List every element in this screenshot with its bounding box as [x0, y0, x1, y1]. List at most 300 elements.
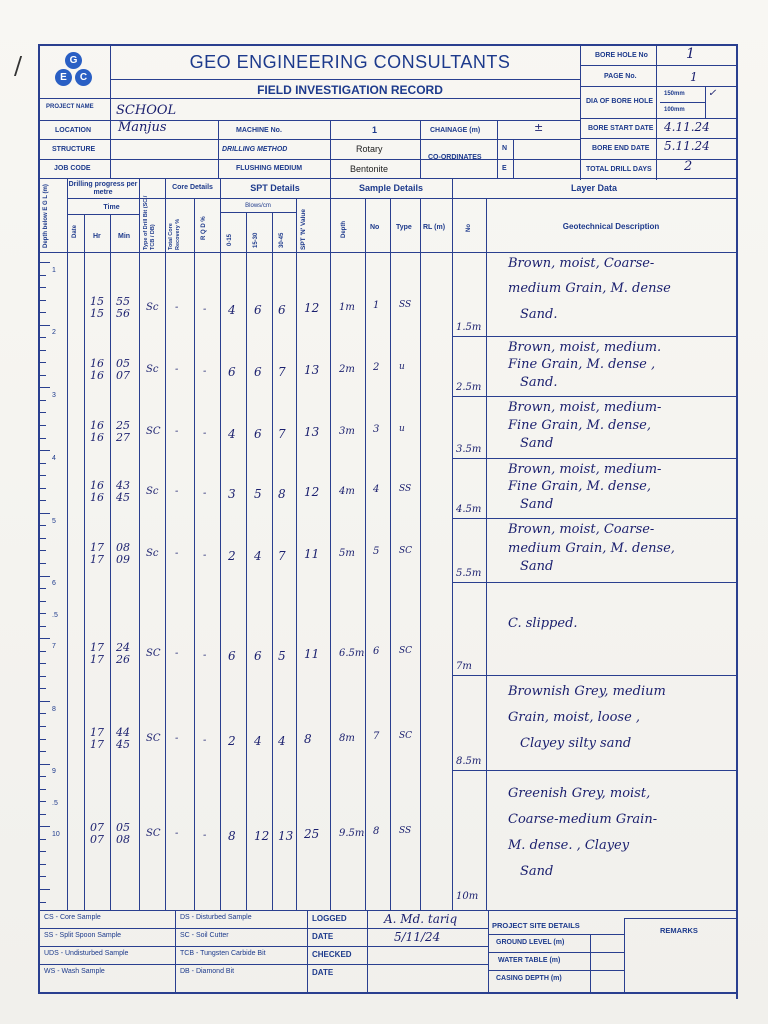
row-sample-no: 4 [373, 484, 380, 495]
end-label: BORE END DATE [592, 145, 650, 152]
layer-desc-line: medium Grain, M. dense [508, 281, 671, 297]
row-tcr: - [175, 828, 179, 839]
row-n: 12 [304, 301, 320, 315]
row-sample-no: 8 [373, 826, 380, 837]
row-sample-depth: 1m [339, 302, 355, 313]
footer-v2 [307, 910, 308, 992]
footer-v5 [590, 934, 591, 992]
ruler-label: 5 [52, 517, 56, 525]
legend-uds: UDS - Undisturbed Sample [44, 950, 129, 957]
col-sample: Sample Details [358, 183, 424, 193]
row-bit: Sc [146, 302, 159, 313]
layer-divider [452, 396, 736, 397]
lh-v6 [513, 139, 514, 178]
date2-label: DATE [312, 968, 334, 977]
grid-vline [67, 178, 68, 910]
lh-line4 [38, 178, 736, 179]
start-label: BORE START DATE [588, 125, 654, 132]
row-blow1: 2 [228, 549, 236, 563]
dia-label: DIA OF BORE HOLE [586, 98, 654, 105]
ground-level: GROUND LEVEL (m) [496, 939, 565, 946]
grid-vline [165, 178, 166, 910]
row-blow3: 13 [278, 829, 294, 843]
col-date: Date [72, 224, 78, 238]
record-title: FIELD INVESTIGATION RECORD [257, 83, 443, 97]
layer-desc-line: Sand. [520, 306, 558, 322]
coords-label: CO-ORDINATES [428, 154, 482, 161]
layer-divider [452, 770, 736, 771]
col-bit: Type of Drill Bit (SC / TCB / DB) [143, 195, 156, 250]
grid-vline [452, 178, 453, 910]
col-stype: Type [396, 224, 412, 231]
dia-100: 100mm [664, 107, 685, 113]
row-tcr: - [175, 733, 179, 744]
row-sample-type: SC [399, 731, 413, 741]
row-n: 11 [304, 547, 320, 561]
footer-l3 [38, 964, 488, 965]
page-value: 1 [690, 70, 698, 84]
row-bit: SC [146, 426, 161, 437]
row-blow3: 7 [278, 365, 286, 379]
layer-depth: 8.5m [456, 756, 482, 767]
row-blow1: 8 [228, 829, 236, 843]
row-rqd: - [203, 550, 207, 561]
ruler-tick [40, 463, 46, 464]
row-rqd: - [203, 650, 207, 661]
footer-top [38, 910, 736, 911]
col-n: SPT 'N' Value [300, 208, 307, 250]
coord-e: E [502, 165, 507, 172]
ruler-tick [40, 362, 46, 363]
layer-desc-line: Grain, moist, loose , [508, 709, 641, 725]
row-blow2: 6 [254, 365, 262, 379]
layer-divider [452, 675, 736, 676]
lh-v5 [497, 120, 498, 178]
location-value: Manjus [118, 120, 167, 135]
row-blow2: 4 [254, 734, 262, 748]
row-blow2: 12 [254, 829, 270, 843]
row-sample-depth: 4m [339, 486, 355, 497]
machine-value: 1 [372, 125, 378, 135]
col-sno: No [370, 224, 380, 231]
row-sample-type: SC [399, 646, 413, 656]
colhdr-blows-line [220, 212, 296, 213]
ruler-tick [40, 902, 46, 903]
ruler-tick [40, 876, 46, 877]
layer-desc-line: Sand [520, 863, 554, 879]
footer-r1 [488, 934, 624, 935]
company-logo [50, 52, 98, 92]
footer-v1 [175, 910, 176, 992]
row-hour: 07 07 [90, 821, 104, 846]
col-min: Min [118, 233, 131, 240]
row-tcr: - [175, 486, 179, 497]
row-n: 13 [304, 425, 320, 439]
rh-line5 [580, 159, 736, 160]
legend-ds: DS - Disturbed Sample [180, 914, 252, 921]
flushing-label: FLUSHING MEDIUM [236, 165, 303, 172]
logo-circle-c: C [75, 69, 92, 86]
machine-label: MACHINE No. [236, 127, 282, 134]
rh-line2 [580, 86, 736, 87]
row-tcr: - [175, 302, 179, 313]
company-name: GEO ENGINEERING CONSULTANTS [189, 52, 511, 72]
grid-vline [390, 198, 391, 910]
row-minute: 08 09 [116, 541, 130, 566]
row-rqd: - [203, 304, 207, 315]
layer-desc-line: Sand. [520, 374, 558, 390]
method-label: DRILLING METHOD [222, 146, 288, 153]
ruler-tick [40, 651, 46, 652]
ruler-tick [40, 701, 50, 702]
row-sample-depth: 5m [339, 548, 355, 559]
border-top [38, 44, 737, 46]
layer-divider [452, 458, 736, 459]
lh-v3 [330, 120, 331, 178]
footer-r4 [624, 918, 736, 919]
row-sample-type: SS [399, 484, 412, 494]
lh-line2 [38, 139, 580, 140]
ruler-tick [40, 262, 50, 263]
row-hour: 17 17 [90, 541, 104, 566]
grid-vline [272, 212, 273, 910]
ruler-tick [40, 400, 46, 401]
title-divider [110, 79, 580, 80]
layer-depth: 3.5m [456, 444, 482, 455]
project-value: SCHOOL [116, 103, 177, 118]
row-n: 8 [304, 732, 312, 746]
grid-vline [365, 198, 366, 910]
ruler-tick [40, 751, 46, 752]
flushing-value: Bentonite [350, 164, 389, 174]
lh-v2 [218, 120, 219, 178]
row-hour: 16 16 [90, 419, 104, 444]
end-value: 5.11.24 [664, 139, 710, 153]
legend-db: DB - Diamond Bit [180, 968, 235, 975]
ruler-label: .5 [52, 799, 58, 807]
ruler-tick [40, 576, 50, 577]
legend-tcb: TCB - Tungsten Carbide Bit [180, 950, 266, 957]
borehole-value: 1 [686, 46, 695, 62]
row-sample-depth: 8m [339, 733, 355, 744]
layer-divider [452, 582, 736, 583]
layer-depth: 5.5m [456, 568, 482, 579]
row-minute: 44 45 [116, 726, 130, 751]
row-sample-type: u [399, 362, 405, 372]
row-hour: 16 16 [90, 357, 104, 382]
row-sample-no: 2 [373, 362, 380, 373]
ruler-tick [40, 864, 46, 865]
colhdr-line1 [67, 198, 736, 199]
ruler-label: 7 [52, 642, 56, 650]
layer-desc-line: Brown, moist, Coarse- [508, 256, 655, 271]
row-rqd: - [203, 428, 207, 439]
ruler-tick [40, 739, 46, 740]
dia-mid-line [660, 102, 705, 103]
row-sample-no: 3 [373, 424, 380, 435]
row-minute: 05 08 [116, 821, 130, 846]
row-sample-no: 5 [373, 546, 380, 557]
row-blow3: 8 [278, 487, 286, 501]
grid-vline [330, 178, 331, 910]
ruler-tick [40, 826, 50, 827]
grid-vline [110, 214, 111, 910]
ruler-label: .5 [52, 611, 58, 619]
row-blow2: 5 [254, 487, 262, 501]
ruler-tick [40, 676, 46, 677]
ruler-tick [40, 626, 46, 627]
layer-desc-line: Sand [520, 559, 554, 575]
ruler-tick [40, 350, 46, 351]
layer-desc-line: Sand [520, 436, 554, 451]
col-progress: Drilling progress per metre [68, 181, 138, 196]
col-lno: No [466, 224, 472, 232]
structure-label: STRUCTURE [52, 146, 96, 153]
logo-divider [110, 44, 111, 98]
row-blow2: 6 [254, 649, 262, 663]
layer-desc-line: Fine Grain, M. dense, [508, 418, 651, 433]
dia-tick-divider [705, 86, 706, 118]
grid-vline [246, 212, 247, 910]
layer-desc-line: Greenish Grey, moist, [508, 785, 651, 801]
row-blow3: 5 [278, 649, 286, 663]
row-minute: 55 56 [116, 295, 130, 320]
row-rqd: - [203, 830, 207, 841]
rh-line4 [580, 138, 736, 139]
ruler-tick [40, 300, 46, 301]
row-sample-type: SS [399, 826, 412, 836]
checked-label: CHECKED [312, 950, 352, 959]
col-rqd: R Q D % [201, 216, 207, 240]
project-label: PROJECT NAME [46, 104, 94, 110]
row-n: 11 [304, 647, 320, 661]
row-sample-depth: 6.5m [339, 648, 365, 659]
site-details: PROJECT SITE DETAILS [492, 921, 580, 930]
row-blow1: 6 [228, 365, 236, 379]
ruler-tick [40, 500, 46, 501]
ruler-tick [40, 789, 46, 790]
rh-line3 [580, 118, 736, 119]
coord-n: N [502, 145, 508, 152]
ruler-tick [40, 889, 50, 890]
row-hour: 17 17 [90, 726, 104, 751]
row-minute: 05 07 [116, 357, 130, 382]
margin-mark: / [14, 52, 23, 80]
ruler-tick [40, 588, 46, 589]
row-hour: 16 16 [90, 479, 104, 504]
ruler-label: 6 [52, 580, 56, 588]
row-n: 13 [304, 363, 320, 377]
layer-divider [452, 336, 736, 337]
footer-v6 [624, 918, 625, 992]
ruler-tick [40, 525, 46, 526]
grid-vline [296, 198, 297, 910]
row-bit: Sc [146, 364, 159, 375]
ruler-tick [40, 337, 46, 338]
layer-desc-line: Clayey silty sand [520, 735, 632, 751]
lh-line0 [38, 98, 580, 99]
col-depth: Depth below E G L (m) [43, 184, 49, 248]
layer-desc-line: medium Grain, M. dense, [508, 540, 675, 556]
days-label: TOTAL DRILL DAYS [586, 166, 652, 173]
layer-divider [452, 518, 736, 519]
layer-desc-line: Brownish Grey, medium [508, 683, 666, 699]
row-hour: 15 15 [90, 295, 104, 320]
row-bit: SC [146, 828, 161, 839]
row-rqd: - [203, 488, 207, 499]
layer-desc-line: Brown, moist, medium. [508, 340, 662, 355]
col-spt: SPT Details [250, 183, 300, 193]
ruler-tick [40, 312, 46, 313]
layer-desc-line: M. dense. , Clayey [508, 837, 630, 853]
col-tcr: Total Core Recovery % [168, 218, 181, 250]
col-blows: Blows/cm [245, 203, 271, 209]
row-sample-type: SC [399, 546, 413, 556]
layer-desc-line: Fine Grain, M. dense, [508, 479, 651, 495]
ruler-tick [40, 275, 46, 276]
row-sample-no: 6 [373, 646, 380, 657]
legend-sc: SC - Soil Cutter [180, 932, 229, 939]
layer-depth: 10m [456, 891, 479, 902]
border-right [736, 44, 738, 999]
row-blow1: 4 [228, 303, 236, 317]
footer-l1 [38, 928, 488, 929]
ruler-tick [40, 613, 46, 614]
layer-desc-line: C. slipped. [508, 615, 578, 631]
ruler-tick [40, 851, 46, 852]
ruler-tick [40, 412, 46, 413]
col-b2: 15-30 [253, 232, 259, 248]
ruler-label: 8 [52, 705, 56, 713]
row-blow2: 6 [254, 427, 262, 441]
col-geo: Geotechnical Description [562, 222, 660, 231]
row-n: 25 [304, 827, 320, 841]
row-tcr: - [175, 648, 179, 659]
logged-date: 5/11/24 [394, 930, 441, 944]
grid-vline [194, 198, 195, 910]
ruler-tick [40, 375, 46, 376]
ruler-tick [40, 839, 46, 840]
layer-desc-line: Coarse-medium Grain- [508, 811, 658, 827]
row-sample-depth: 9.5m [339, 828, 365, 839]
ruler-label: 4 [52, 454, 56, 462]
logo-circle-g: G [65, 52, 82, 69]
row-blow1: 2 [228, 734, 236, 748]
row-sample-type: SS [399, 300, 412, 310]
row-hour: 17 17 [90, 641, 104, 666]
method-value: Rotary [356, 144, 383, 154]
footer-r3 [488, 970, 624, 971]
ruler-tick [40, 538, 46, 539]
grid-vline [84, 214, 85, 910]
ruler-tick [40, 801, 46, 802]
col-layer: Layer Data [570, 183, 618, 193]
dia-tick: ✓ [708, 88, 717, 99]
row-blow3: 7 [278, 427, 286, 441]
ruler-tick [40, 387, 50, 388]
ruler-tick [40, 638, 50, 639]
ruler-tick [40, 550, 46, 551]
chainage-label: CHAINAGE (m) [430, 127, 481, 134]
row-tcr: - [175, 426, 179, 437]
date-label: DATE [312, 932, 334, 941]
row-rqd: - [203, 735, 207, 746]
border-bottom [38, 992, 738, 994]
row-minute: 24 26 [116, 641, 130, 666]
ruler-tick [40, 513, 50, 514]
footer-r2 [488, 952, 624, 953]
page-label: PAGE No. [604, 73, 637, 80]
borehole-label: BORE HOLE No [595, 52, 648, 59]
ruler-label: 2 [52, 329, 56, 337]
colhdr-line2 [38, 252, 736, 253]
remarks-label: REMARKS [660, 926, 698, 935]
row-tcr: - [175, 548, 179, 559]
ruler-tick [40, 601, 46, 602]
water-table: WATER TABLE (m) [498, 957, 561, 964]
ruler-tick [40, 688, 46, 689]
rh-line1 [580, 65, 736, 66]
ruler-tick [40, 764, 50, 765]
ruler-tick [40, 726, 46, 727]
legend-ss: SS - Split Spoon Sample [44, 932, 122, 939]
layer-desc-line: Sand [520, 496, 554, 512]
ruler-label: 3 [52, 392, 56, 400]
colhdr-time-line [67, 214, 139, 215]
ruler-label: 10 [52, 831, 60, 838]
lh-line3 [38, 159, 460, 160]
grid-vline [220, 178, 221, 910]
location-label: LOCATION [55, 127, 92, 134]
lh-v4 [420, 120, 421, 178]
ruler-tick [40, 563, 46, 564]
row-bit: SC [146, 733, 161, 744]
footer-v3 [367, 910, 368, 992]
row-tcr: - [175, 364, 179, 375]
col-rl: RL (m) [423, 224, 446, 231]
row-blow2: 4 [254, 549, 262, 563]
row-blow1: 6 [228, 649, 236, 663]
row-sample-type: u [399, 424, 405, 434]
grid-vline [139, 178, 140, 910]
row-rqd: - [203, 366, 207, 377]
col-sdepth: Depth [341, 221, 347, 238]
row-blow3: 4 [278, 734, 286, 748]
col-b1: 0-15 [227, 233, 233, 246]
grid-vline [486, 198, 487, 910]
col-core: Core Details [172, 184, 213, 191]
ruler-tick [40, 488, 46, 489]
row-sample-no: 7 [373, 731, 380, 742]
days-value: 2 [684, 159, 693, 174]
ruler-tick [40, 438, 46, 439]
row-blow3: 7 [278, 549, 286, 563]
row-blow1: 4 [228, 427, 236, 441]
layer-depth: 2.5m [456, 382, 482, 393]
ruler-label: 1 [52, 266, 56, 274]
row-minute: 43 45 [116, 479, 130, 504]
legend-ws: WS - Wash Sample [44, 968, 105, 975]
layer-desc-line: Brown, moist, medium- [508, 462, 662, 477]
ruler-tick [40, 475, 46, 476]
layer-desc-line: Brown, moist, Coarse- [508, 522, 655, 537]
dia-150: 150mm [664, 91, 685, 97]
start-value: 4.11.24 [664, 120, 710, 134]
ruler-tick [40, 450, 50, 451]
row-blow3: 6 [278, 303, 286, 317]
row-sample-no: 1 [373, 300, 380, 311]
ruler-label: 9 [52, 768, 56, 776]
